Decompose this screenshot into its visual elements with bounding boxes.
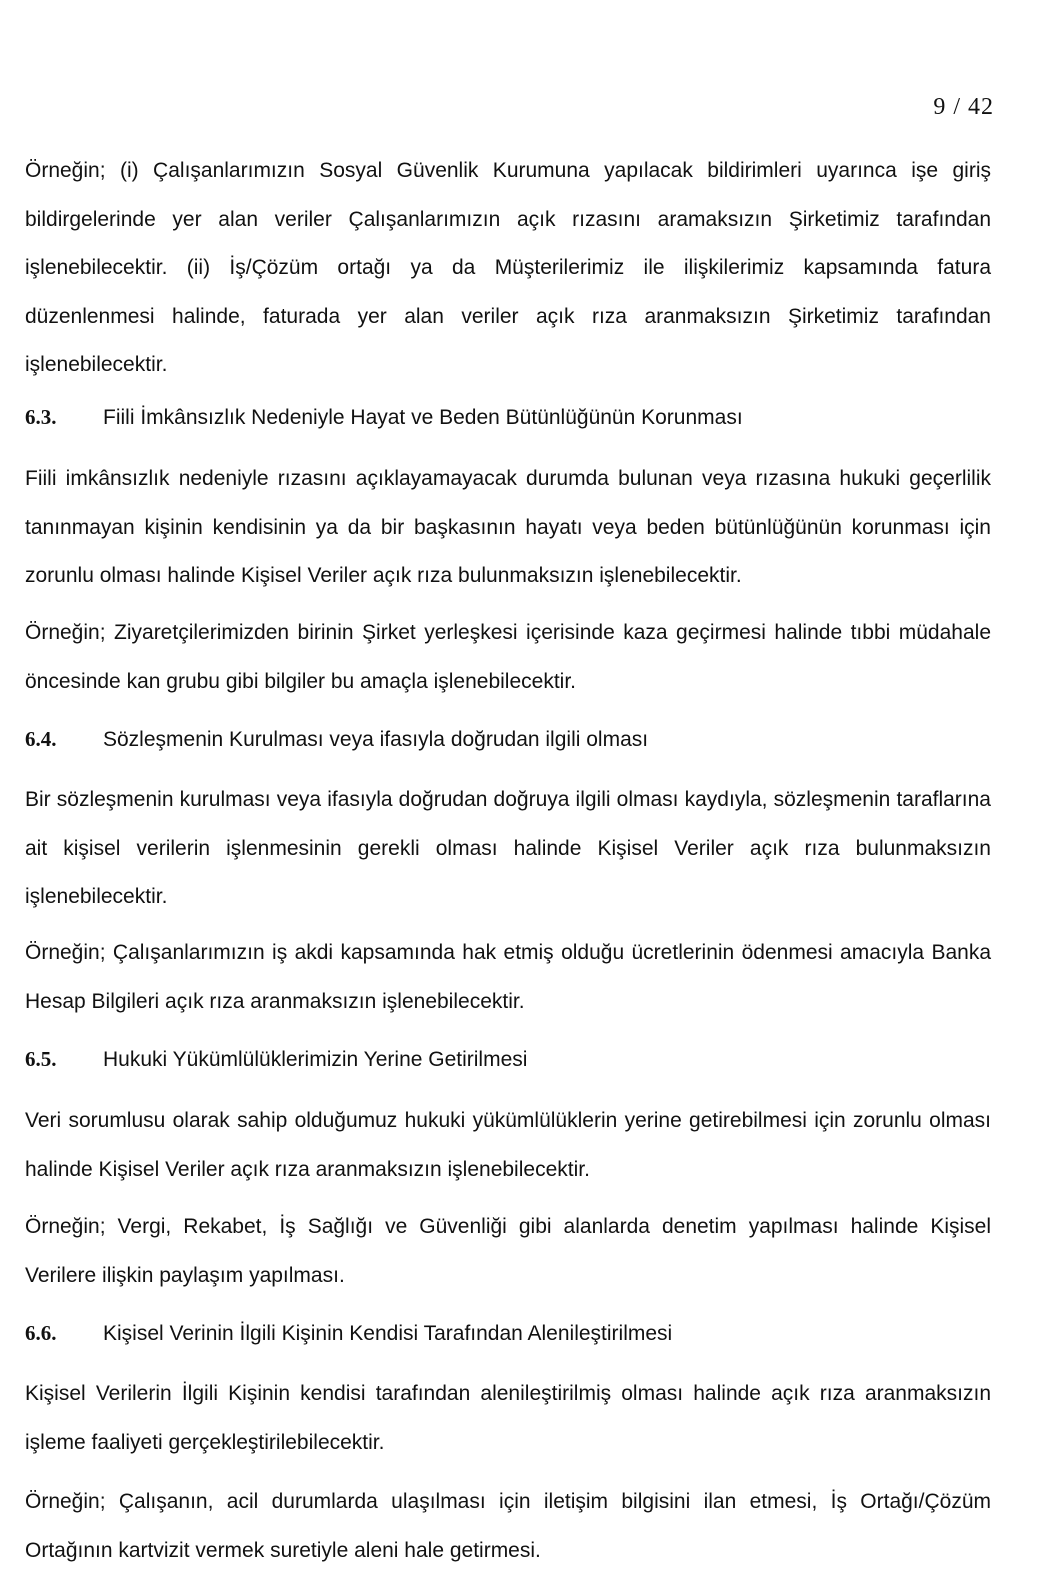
section-heading-6-5 [25, 1044, 991, 1075]
section-number: 6.6. [25, 1321, 57, 1345]
section-title: Hukuki Yükümlülüklerimizin Yerine Getirilmesi [103, 1048, 528, 1071]
section-heading-6-3 [25, 402, 991, 433]
section-heading-6-6 [25, 1318, 991, 1349]
paragraph-6-3-example: Örneğin; Ziyaretçilerimizden birinin Şirket yerleşkesi içerisinde kaza geçirmesi halinde tıbbi müdahale öncesinde kan grubu gibi bilgiler bu amaçla işlenebilecektir. [25, 621, 991, 693]
paragraph-6-3-body: Fiili imkânsızlık nedeniyle rızasını açıklayamayacak durumda bulunan veya rızasına hukuki geçerlilik tanınmayan kişinin kendisinin ya da bir başkasının hayatı veya beden bütünlüğünün korunması için zorunlu olması halinde Kişisel Veriler açık rıza bulunmaksızın işlenebilecektir. [25, 467, 991, 587]
section-number: 6.4. [25, 727, 57, 751]
section-title: Sözleşmenin Kurulması veya ifasıyla doğrudan ilgili olması [103, 728, 649, 751]
paragraph-6-5-example: Örneğin; Vergi, Rekabet, İş Sağlığı ve Güvenliği gibi alanlarda denetim yapılması halinde Kişisel Verilere ilişkin paylaşım yapılması. [25, 1215, 991, 1287]
section-number: 6.3. [25, 405, 57, 429]
paragraph-6-5-body: Veri sorumlusu olarak sahip olduğumuz hukuki yükümlülüklerin yerine getirebilmesi için zorunlu olması halinde Kişisel Veriler açık rıza aranmaksızın işlenebilecektir. [25, 1109, 991, 1181]
paragraph-example-1: Örneğin; (i) Çalışanlarımızın Sosyal Güvenlik Kurumuna yapılacak bildirimleri uyarınca işe giriş bildirgelerinde yer alan veriler Çalışanlarımızın açık rızasını aramaksızın Şirketimiz tarafından işlenebilecektir. (ii) İş/Çözüm ortağı ya da Müşterilerimiz ile ilişkilerimiz kapsamında fatura düzenlenmesi halinde, faturada yer alan veriler açık rıza aranmaksızın Şirketimiz tarafından işlenebilecektir. [25, 159, 991, 376]
section-heading-6-4 [25, 724, 991, 755]
section-title: Fiili İmkânsızlık Nedeniyle Hayat ve Beden Bütünlüğünün Korunması [103, 406, 743, 429]
paragraph-6-6-body: Kişisel Verilerin İlgili Kişinin kendisi tarafından alenileştirilmiş olması halinde açık rıza aranmaksızın işleme faaliyeti gerçekleştirilebilecektir. [25, 1382, 991, 1454]
paragraph-6-4-example: Örneğin; Çalışanlarımızın iş akdi kapsamında hak etmiş olduğu ücretlerinin ödenmesi amacıyla Banka Hesap Bilgileri açık rıza aranmaksızın işlenebilecektir. [25, 941, 991, 1013]
paragraph-6-6-example: Örneğin; Çalışanın, acil durumlarda ulaşılması için iletişim bilgisini ilan etmesi, İş Ortağı/Çözüm Ortağının kartvizit vermek suretiyle aleni hale getirmesi. [25, 1490, 991, 1562]
page-number: 9 / 42 [933, 94, 994, 120]
section-title: Kişisel Verinin İlgili Kişinin Kendisi Tarafından Alenileştirilmesi [103, 1322, 673, 1345]
paragraph-6-4-body: Bir sözleşmenin kurulması veya ifasıyla doğrudan doğruya ilgili olması kaydıyla, sözleşmenin taraflarına ait kişisel verilerin işlenmesinin gerekli olması halinde Kişisel Veriler açık rıza bulunmaksızın işlenebilecektir. [25, 788, 991, 908]
section-number: 6.5. [25, 1047, 57, 1071]
